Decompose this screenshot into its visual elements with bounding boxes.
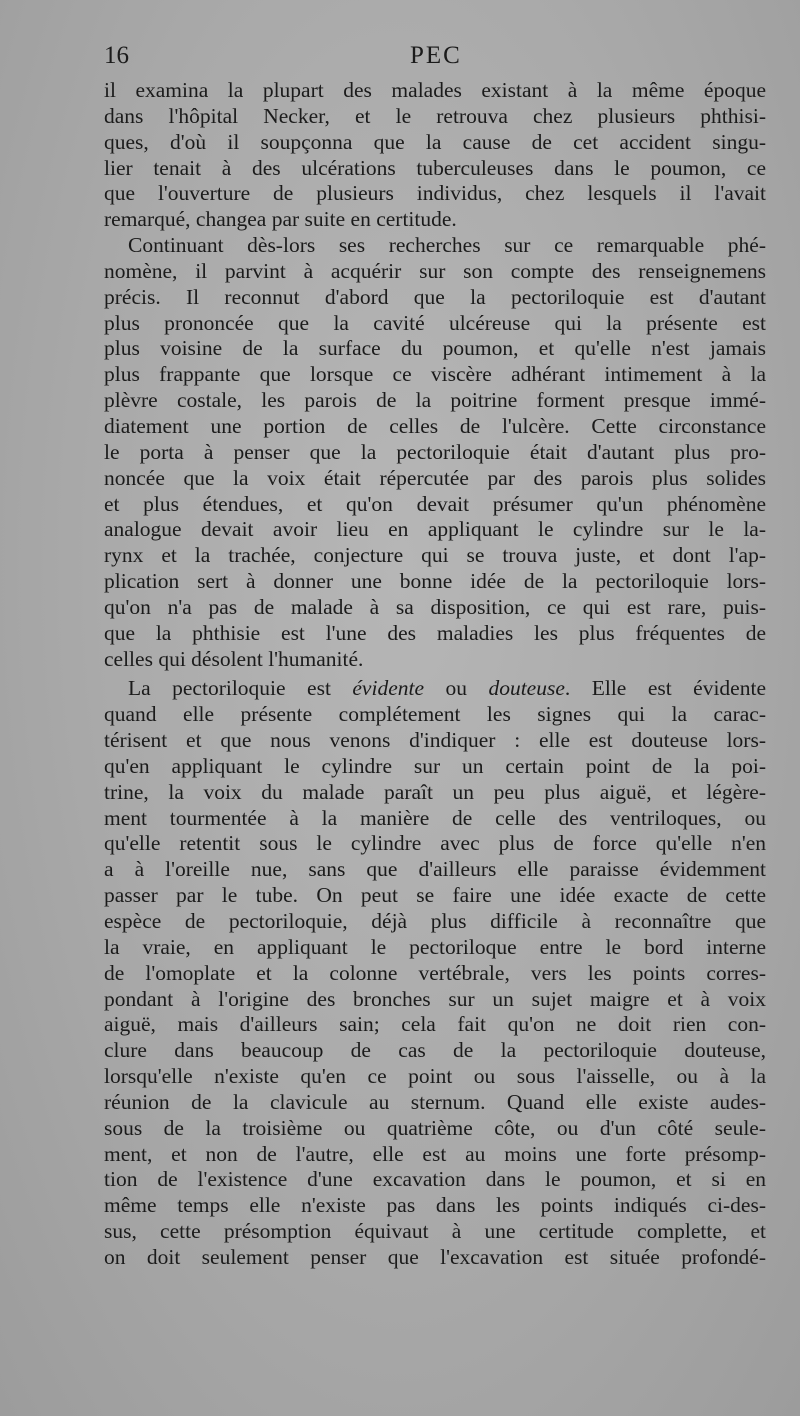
text-line: noncée que la voix était répercutée par des parois plus solides <box>104 465 766 490</box>
text-line: qu'en appliquant le cylindre sur un certain point de la poi- <box>104 753 766 778</box>
text-line: même temps elle n'existe pas dans les points indiqués ci-des- <box>104 1193 766 1218</box>
text-line: quand elle présente complétement les signes qui la carac- <box>104 702 766 727</box>
paragraph <box>104 78 766 233</box>
text-line: nomène, il parvint à acquérir sur son compte des renseignemens <box>104 258 766 283</box>
text-line: plication sert à donner une bonne idée de la pectoriloquie lors- <box>104 569 766 594</box>
text-line: ques, d'où il soupçonna que la cause de cet accident singu- <box>104 129 766 154</box>
text-line: plèvre costale, les parois de la poitrine forment presque immé- <box>104 388 766 413</box>
text-line: La pectoriloquie est évidente ou douteuse. Elle est évidente <box>128 676 766 701</box>
text-line: et plus étendues, et qu'on devait présumer qu'un phénomène <box>104 491 766 516</box>
text-line: le porta à penser que la pectoriloquie était d'autant plus pro- <box>104 439 766 464</box>
text-line: trine, la voix du malade paraît un peu plus aiguë, et légère- <box>104 779 766 804</box>
text-line: sous de la troisième ou quatrième côte, ou d'un côté seule- <box>104 1115 766 1140</box>
text-line: on doit seulement penser que l'excavation est située profondé- <box>104 1244 766 1269</box>
text-line: que l'ouverture de plusieurs individus, chez lesquels il l'avait <box>104 181 766 206</box>
text-line: il examina la plupart des malades existant à la même époque <box>104 78 766 102</box>
text-line: sus, cette présomption équivaut à une certitude complette, et <box>104 1219 766 1244</box>
text-line: qu'elle retentit sous le cylindre avec plus de force qu'elle n'en <box>104 831 766 856</box>
text-line: diatement une portion de celles de l'ulcère. Cette circonstance <box>104 413 766 438</box>
text-line: réunion de la clavicule au sternum. Quand elle existe audes- <box>104 1089 766 1114</box>
text-line: remarqué, changea par suite en certitude. <box>104 207 457 232</box>
text-line: lier tenait à des ulcérations tuberculeuses dans le poumon, ce <box>104 155 766 180</box>
paragraph <box>104 233 766 672</box>
text-line: pondant à l'origine des bronches sur un sujet maigre et à voix <box>104 986 766 1011</box>
text-line: espèce de pectoriloquie, déjà plus difficile à reconnaître que <box>104 909 766 933</box>
text-line: celles qui désolent l'humanité. <box>104 646 364 671</box>
text-line: ment tourmentée à la manière de celle des ventriloques, ou <box>104 805 766 830</box>
text-line: plus voisine de la surface du poumon, et qu'elle n'est jamais <box>104 336 766 361</box>
text-line: analogue devait avoir lieu en appliquant le cylindre sur le la- <box>104 517 766 542</box>
text-line: clure dans beaucoup de cas de la pectoriloquie douteuse, <box>104 1038 766 1063</box>
text-line: rynx et la trachée, conjecture qui se trouva juste, et dont l'ap- <box>104 543 766 568</box>
text-line: plus frappante que lorsque ce viscère adhérant intimement à la <box>104 362 766 387</box>
text-line: ment, et non de l'autre, elle est au moins une forte présomp- <box>104 1141 766 1166</box>
text-line: précis. Il reconnut d'abord que la pectoriloquie est d'autant <box>104 284 766 309</box>
text-line: lorsqu'elle n'existe qu'en ce point ou sous l'aisselle, ou à la <box>104 1064 766 1089</box>
running-head: PEC <box>410 42 462 69</box>
text-line: plus prononcée que la cavité ulcéreuse qui la présente est <box>104 310 766 335</box>
text-line: la vraie, en appliquant le pectoriloque entre le bord interne <box>104 934 766 959</box>
text-line: qu'on n'a pas de malade à sa disposition, ce qui est rare, puis- <box>104 594 766 619</box>
text-line: dans l'hôpital Necker, et le retrouva chez plusieurs phthisi- <box>104 103 766 128</box>
page-header <box>104 42 764 72</box>
text-line: Continuant dès-lors ses recherches sur ce remarquable phé- <box>128 233 766 258</box>
text-line: de l'omoplate et la colonne vertébrale, vers les points corres- <box>104 960 766 985</box>
text-line: tion de l'existence d'une excavation dans le poumon, et si en <box>104 1167 766 1192</box>
paragraph <box>104 676 766 1270</box>
text-line: passer par le tube. On peut se faire une idée exacte de cette <box>104 883 766 908</box>
text-line: que la phthisie est l'une des maladies les plus fréquentes de <box>104 620 766 645</box>
body-text <box>104 78 766 1271</box>
text-line: térisent et que nous venons d'indiquer : elle est douteuse lors- <box>104 728 766 753</box>
text-line: aiguë, mais d'ailleurs sain; cela fait qu'on ne doit rien con- <box>104 1012 766 1037</box>
text-line: a à l'oreille nue, sans que d'ailleurs elle paraisse évidemment <box>104 857 766 882</box>
page-number: 16 <box>104 42 129 69</box>
